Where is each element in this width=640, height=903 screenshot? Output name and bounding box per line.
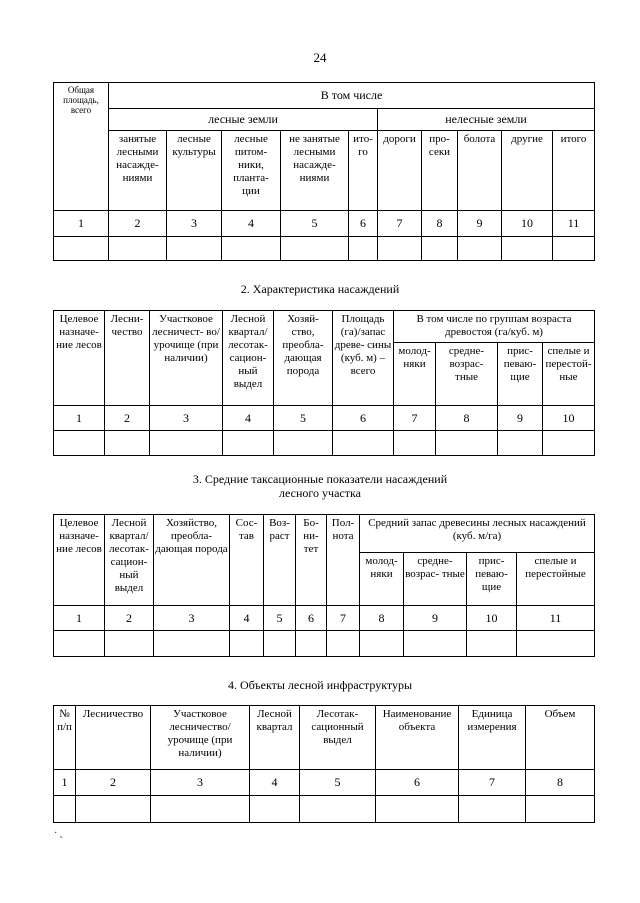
section-title-4: 4. Объекты лесной инфраструктуры (227, 678, 413, 692)
column-number: 9 (404, 606, 467, 631)
column-number: 5 (274, 406, 333, 431)
col-composition: Сос- тав (230, 515, 264, 606)
column-number: 2 (105, 606, 154, 631)
column-numbers-row (54, 770, 595, 796)
column-number: 7 (327, 606, 360, 631)
header-including: В том числе (109, 83, 595, 109)
col-swamps: болота (458, 131, 502, 211)
column-numbers-row (54, 406, 595, 431)
column-number: 3 (150, 406, 223, 431)
stands-characteristics-table (53, 310, 595, 456)
col-purpose: Целевое назначе- ние лесов (54, 311, 105, 406)
column-number: 4 (250, 770, 300, 796)
infrastructure-table (53, 705, 595, 823)
empty-row (54, 237, 595, 261)
column-number: 11 (553, 211, 595, 237)
section-title-3 (0, 472, 640, 500)
col-quarter: Лесной квартал/ лесотак- сацион- ный выдел (223, 311, 274, 406)
empty-row (54, 796, 595, 823)
column-number: 3 (154, 606, 230, 631)
col-quarter: Лесной квартал/ лесотак- сацион- ный выдел (105, 515, 154, 606)
col-middle-aged: средне- возрас- тные (436, 343, 498, 406)
column-number: 6 (296, 606, 327, 631)
column-number: 1 (54, 406, 105, 431)
column-number: 10 (467, 606, 517, 631)
column-number: 8 (422, 211, 458, 237)
col-roads: дороги (378, 131, 422, 211)
header-age-groups: В том числе по группам возраста древостоя (га/куб. м) (394, 311, 595, 343)
section-title-3-line2: лесного участка (279, 486, 361, 500)
col-district-forestry: Участковое лесничест- во/урочище (при наличии) (150, 311, 223, 406)
col-plantations: лесные культуры (167, 131, 222, 211)
column-numbers-row (54, 606, 595, 631)
col-age: Воз- раст (264, 515, 296, 606)
header-nonforest-lands: нелесные земли (378, 109, 595, 131)
col-dominant-species: Хозяй- ство, преобла- дающая порода (274, 311, 333, 406)
column-number: 7 (459, 770, 526, 796)
column-number: 8 (360, 606, 404, 631)
col-district-forestry: Участковое лесничество/ урочище (при наличии) (151, 706, 250, 770)
column-number: 6 (376, 770, 459, 796)
col-object-name: Наименование объекта (376, 706, 459, 770)
column-number: 1 (54, 211, 109, 237)
column-number: 4 (223, 406, 274, 431)
col-premature: прис- певаю- щие (467, 553, 517, 606)
column-number: 6 (333, 406, 394, 431)
col-stocked: занятые лесными насажде- ниями (109, 131, 167, 211)
land-area-table (53, 82, 595, 261)
column-number: 10 (543, 406, 595, 431)
column-number: 3 (167, 211, 222, 237)
col-site-class: Бо- ни- тет (296, 515, 327, 606)
col-dominant-species: Хозяйство, преобла- дающая порода (154, 515, 230, 606)
column-number: 7 (378, 211, 422, 237)
header-average-stock: Средний запас древесины лесных насаждений (куб. м/га) (360, 515, 595, 553)
column-numbers-row (54, 211, 595, 237)
column-number: 2 (109, 211, 167, 237)
col-forest-total: ито- го (349, 131, 378, 211)
column-number: 10 (502, 211, 553, 237)
col-purpose: Целевое назначе- ние лесов (54, 515, 105, 606)
column-number: 5 (300, 770, 376, 796)
col-other: другие (502, 131, 553, 211)
column-number: 1 (54, 770, 76, 796)
column-number: 4 (230, 606, 264, 631)
column-number: 9 (498, 406, 543, 431)
col-volume: Объем (526, 706, 595, 770)
col-mature: спелые и перестойные (517, 553, 595, 606)
col-young: молод- няки (360, 553, 404, 606)
column-number: 1 (54, 606, 105, 631)
column-number: 4 (222, 211, 281, 237)
column-number: 2 (76, 770, 151, 796)
col-compartment: Лесотак- сационный выдел (300, 706, 376, 770)
column-number: 6 (349, 211, 378, 237)
col-clearings: про- секи (422, 131, 458, 211)
section-title-3-line1: 3. Средние таксационные показатели насаждений (192, 472, 448, 486)
column-number: 5 (281, 211, 349, 237)
column-number: 7 (394, 406, 436, 431)
page-number: 24 (313, 50, 327, 65)
col-nurseries: лесные питом- ники, планта- ции (222, 131, 281, 211)
col-density: Пол- нота (327, 515, 360, 606)
column-number: 11 (517, 606, 595, 631)
scan-mark: · ˛ (54, 828, 64, 839)
col-forestry: Лесни- чество (105, 311, 150, 406)
column-number: 5 (264, 606, 296, 631)
header-forest-lands: лесные земли (109, 109, 378, 131)
col-young: молод- няки (394, 343, 436, 406)
col-nonforest-total: итого (553, 131, 595, 211)
col-middle-aged: средне- возрас- тные (404, 553, 467, 606)
col-premature: прис- певаю- щие (498, 343, 543, 406)
empty-row (54, 631, 595, 657)
empty-row (54, 431, 595, 456)
column-number: 2 (105, 406, 150, 431)
column-number: 9 (458, 211, 502, 237)
col-total-area: Общая площадь, всего (54, 83, 109, 211)
col-unit: Единица измерения (459, 706, 526, 770)
average-indicators-table (53, 514, 595, 657)
column-number: 3 (151, 770, 250, 796)
column-number: 8 (526, 770, 595, 796)
col-quarter: Лесной квартал (250, 706, 300, 770)
col-unstocked: не занятые лесными насажде- ниями (281, 131, 349, 211)
col-number: № п/п (54, 706, 76, 770)
col-area-stock: Площадь (га)/запас древе- сины (куб. м) – всего (333, 311, 394, 406)
column-number: 8 (436, 406, 498, 431)
col-forestry: Лесничество (76, 706, 151, 770)
section-title-2: 2. Характеристика насаждений (240, 282, 400, 296)
col-mature: спелые и перестой- ные (543, 343, 595, 406)
